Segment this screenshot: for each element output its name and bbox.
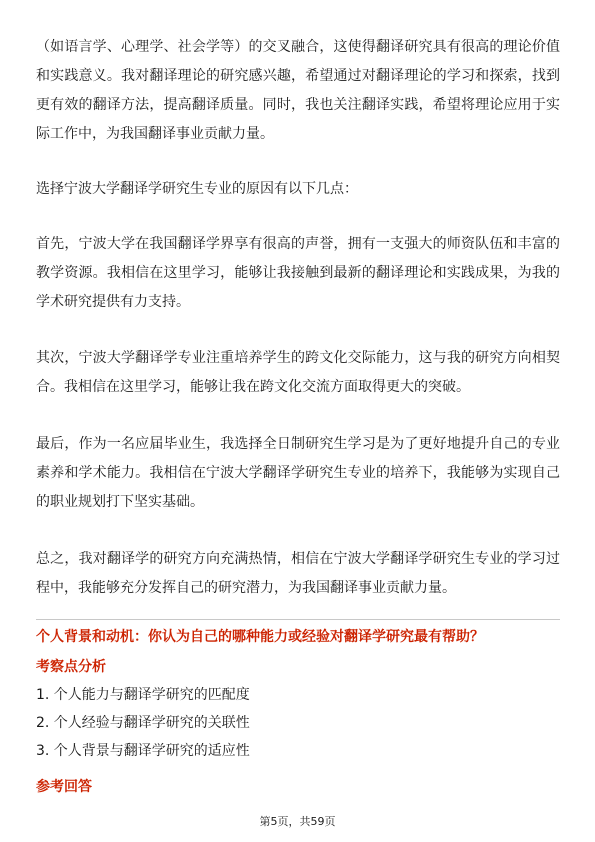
body-paragraph: 最后，作为一名应届毕业生，我选择全日制研究生学习是为了更好地提升自己的专业素养和学术能力。我相信在宁波大学翻译学研究生专业的培养下，我能够为实现自己的职业规划打下坚实基础。 xyxy=(36,436,560,510)
question-heading: 个人背景和动机：你认为自己的哪种能力或经验对翻译学研究最有帮助？ xyxy=(36,629,484,645)
body-paragraph: （如语言学、心理学、社会学等）的交叉融合，这使得翻译研究具有很高的理论价值和实践意义。我对翻译理论的研究感兴趣，希望通过对翻译理论的学习和探索，找到更有效的翻译方法，提高翻译质量。同时，我也关注翻译实践，希望将理论应用于实际工作中，为我国翻译事业贡献力量。 xyxy=(36,39,560,142)
analysis-list-item: 3. 个人背景与翻译学研究的适应性 xyxy=(36,743,250,759)
answer-heading: 参考回答 xyxy=(36,779,92,795)
section-divider xyxy=(36,619,560,620)
body-paragraph: 总之，我对翻译学的研究方向充满热情，相信在宁波大学翻译学研究生专业的学习过程中，我能够充分发挥自己的研究潜力，为我国翻译事业贡献力量。 xyxy=(36,551,560,596)
analysis-heading: 考察点分析 xyxy=(36,659,106,675)
body-paragraph: 首先，宁波大学在我国翻译学界享有很高的声誉，拥有一支强大的师资队伍和丰富的教学资源。我相信在这里学习，能够让我接触到最新的翻译理论和实践成果，为我的学术研究提供有力支持。 xyxy=(36,236,560,310)
analysis-list-item: 2. 个人经验与翻译学研究的关联性 xyxy=(36,715,250,731)
page-number: 第5页，共59页 xyxy=(259,815,336,828)
analysis-list-item: 1. 个人能力与翻译学研究的匹配度 xyxy=(36,687,250,703)
body-paragraph: 选择宁波大学翻译学研究生专业的原因有以下几点： xyxy=(36,181,358,197)
body-paragraph: 其次，宁波大学翻译学专业注重培养学生的跨文化交际能力，这与我的研究方向相契合。我相信在这里学习，能够让我在跨文化交流方面取得更大的突破。 xyxy=(36,350,560,395)
